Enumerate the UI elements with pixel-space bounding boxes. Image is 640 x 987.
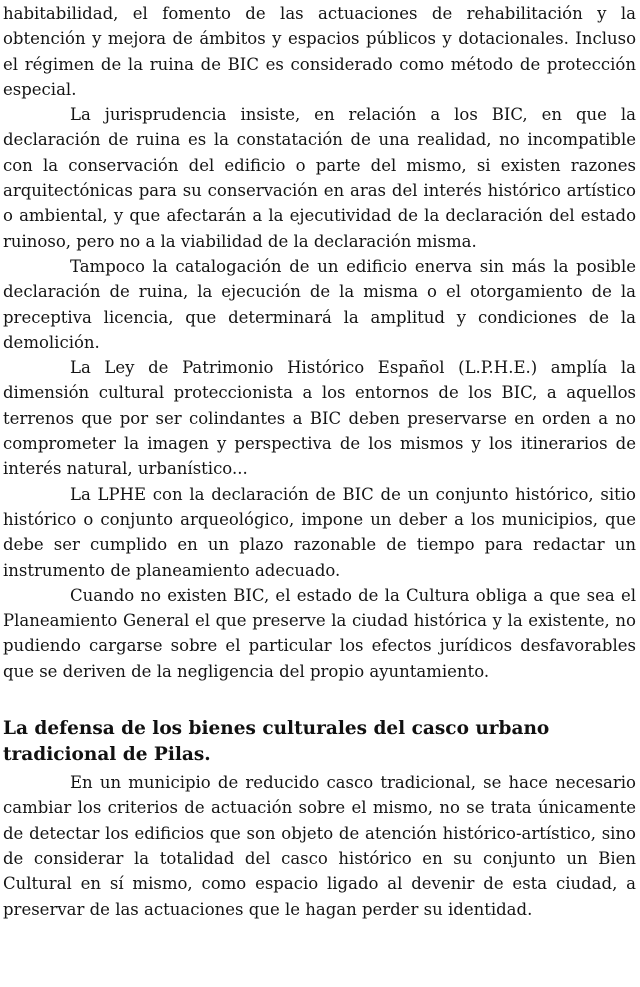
body-paragraph: Cuando no existen BIC, el estado de la Cultura obliga a que sea el Planeamiento General el que preserve la ciudad histórica y la existente, no pudiendo cargarse sobre el particular los efectos jurídicos desfavorables que se deriven de la negligencia del propio ayuntamiento. (3, 585, 636, 681)
body-paragraph: La jurisprudencia insiste, en relación a los BIC, en que la declaración de ruina es la constatación de una realidad, no incompatible con la conservación del edificio o parte del mismo, si existen razones arquitectónicas para su conservación en aras del interés histórico artístico o ambiental, y que afectarán a la ejecutividad de la declaración del estado ruinoso, pero no a la viabilidad de la declaración misma. (3, 105, 636, 251)
section-heading: La defensa de los bienes culturales del casco urbano tradicional de Pilas. (3, 718, 550, 766)
body-paragraph: La Ley de Patrimonio Histórico Español (L.P.H.E.) amplía la dimensión cultural proteccionista a los entornos de los BIC, a aquellos terrenos que por ser colindantes a BIC deben preservarse en orden a no comprometer la imagen y perspectiva de los mismos y los itinerarios de interés natural, urbanístico... (3, 358, 636, 479)
body-paragraph: En un municipio de reducido casco tradicional, se hace necesario cambiar los criterios de actuación sobre el mismo, no se trata únicamente de detectar los edificios que son objeto de atención histórico-artístico, sino de considerar la totalidad del casco histórico en su conjunto un Bien Cultural en sí mismo, como espacio ligado al devenir de esta ciudad, a preservar de las actuaciones que le hagan perder su identidad. (3, 773, 636, 919)
body-paragraph: Tampoco la catalogación de un edificio enerva sin más la posible declaración de ruina, la ejecución de la misma o el otorgamiento de la preceptiva licencia, que determinará la amplitud y condiciones de la demolición. (3, 256, 636, 352)
body-paragraph: La LPHE con la declaración de BIC de un conjunto histórico, sitio histórico o conjunto arqueológico, impone un deber a los municipios, que debe ser cumplido en un plazo razonable de tiempo para redactar un instrumento de planeamiento adecuado. (3, 484, 636, 580)
body-paragraph: habitabilidad, el fomento de las actuaciones de rehabilitación y la obtención y mejora de ámbitos y espacios públicos y dotacionales. Incluso el régimen de la ruina de BIC es considerado como método de protección especial. (3, 4, 636, 99)
